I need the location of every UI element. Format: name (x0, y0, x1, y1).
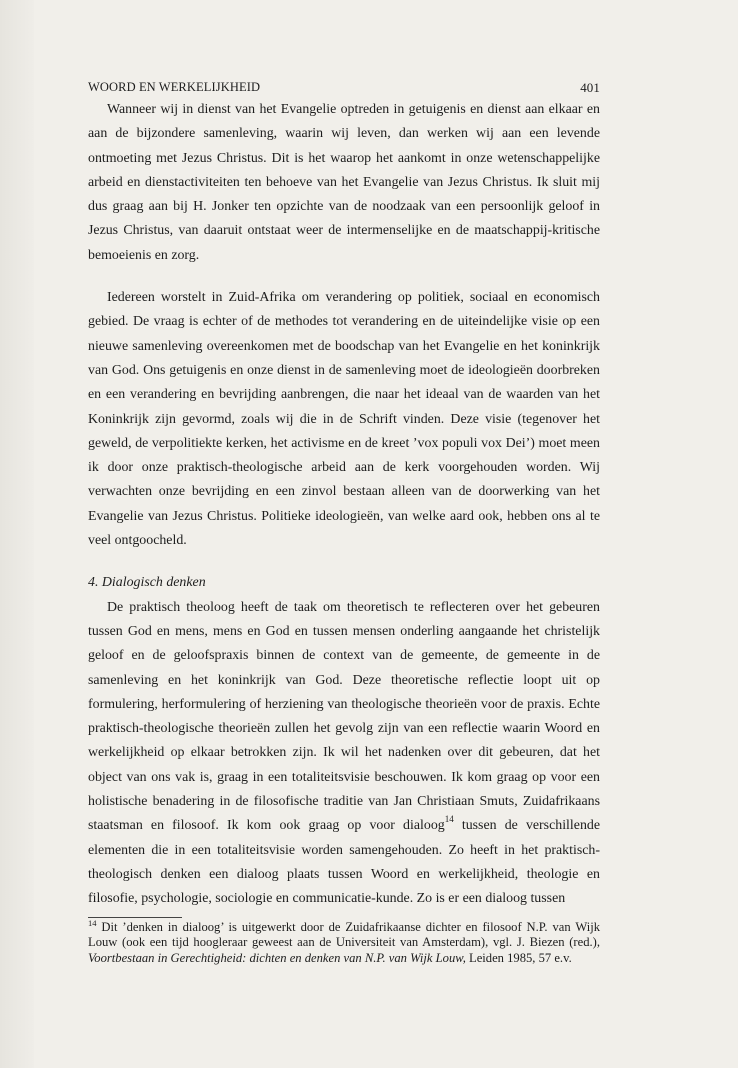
book-page (88, 74, 600, 966)
paragraph-gap (88, 553, 600, 571)
section-heading: 4. Dialogisch denken (88, 575, 206, 591)
footnote-divider (88, 917, 182, 918)
paragraph-3-text-a: De praktisch theoloog heeft de taak om theoretisch te reflecteren over het gebeuren tussen God en mens, mens en God en tussen mensen onderling aangaande het christelijk geloof en de geloofspraxis binnen de context van de gemeente, de gemeente in de samenleving en het koninkrijk van God. Deze theoretische reflectie loopt uit op formulering, herformulering of herziening van theologische theorieën voor de praxis. Echte praktisch-theologische theorieën zullen het gevolg zijn van een reflectie waarin Woord en werkelijkheid op elkaar betrokken zijn. Ik wil het nadenken over dit gebeuren, dat het object van ons vak is, graag in een totaliteitsvisie beschouwen. Ik kom graag op voor een holistische benadering in de filosofische traditie van Jan Christiaan Smuts, Zuidafrikaans staatsman en filosoof. Ik kom ook graag op voor dialoog (88, 599, 600, 834)
body-text (88, 98, 600, 912)
paragraph-3-text-b: tussen de verschillende elementen die in een totaliteitsvisie worden samengehouden. Zo heeft in het praktisch-theologisch denken een dialoog plaats tussen Woord en werkelijkheid, theologie en filosofie, psychologie, sociologie en communicatie-kunde. Zo is er een dialoog tussen (88, 818, 600, 907)
footnote-text-b: Leiden 1985, 57 e.v. (465, 950, 572, 965)
paragraph-1: Wanneer wij in dienst van het Evangelie optreden in getuigenis en dienst aan elkaar en aan de bijzondere samenleving, waarin wij leven, dan werken wij aan een levende ontmoeting met Jezus Christus. Dit is het waarop het aankomt in onze wetenschappelijke arbeid en dienstactiviteiten ten behoeve van het Evangelie van Jezus Christus. Ik sluit mij dus graag aan bij H. Jonker ten opzichte van de noodzaak van een persoonlijk geloof in Jezus Christus, van daaruit ontstaat weer de intermenselijke en de maatschappij-kritische bemoeienis en zorg. (88, 102, 600, 263)
paragraph-2: Iedereen worstelt in Zuid-Afrika om verandering op politiek, sociaal en economisch gebied. De vraag is echter of de methodes tot verandering en de uiteindelijke visie op een nieuwe samenleving overeenkomen met de boodschap van het Evangelie en het koninkrijk van God. Ons getuigenis en onze dienst in de samenleving moet de ideologieën doorbreken en een verandering en bevrijding aanbrengen, die naar het ideaal van de waarden van het Koninkrijk zijn gevormd, zoals wij die in de Schrift vinden. Deze visie (tegenover het geweld, de verpolitiekte kerken, het activisme en de kreet ’vox populi vox Dei’) moet meen ik door onze praktisch-theologische arbeid aan de kerk voorgehouden worden. Wij verwachten onze bevrijding en een zinvol bestaan alleen van de doorwerking van het Evangelie van Jezus Christus. Politieke ideologieën, van welke aard ook, hebben ons al te veel ontgoocheld. (88, 290, 600, 549)
footnote-number: 14 (88, 917, 97, 928)
page-number: 401 (580, 80, 600, 95)
running-title: WOORD EN WERKELIJKHEID (88, 80, 261, 94)
footnote (88, 917, 600, 967)
paragraph-gap (88, 268, 600, 286)
footnote-reference[interactable]: 14 (444, 814, 454, 825)
running-head (88, 74, 600, 98)
footnote-book-title: Voortbestaan in Gerechtigheid: dichten en denken van N.P. van Wijk Louw, (88, 950, 466, 965)
paragraph-3 (88, 596, 600, 912)
footnote-text-a: Dit ’denken in dialoog’ is uitgewerkt door de Zuidafrikaanse dichter en filosoof N.P. van Wijk Louw (ook een tijd hoogleraar geweest aan de Universiteit van Amsterdam), vgl. J. Biezen (red.), (88, 919, 600, 949)
scan-page-edge (0, 0, 34, 1068)
